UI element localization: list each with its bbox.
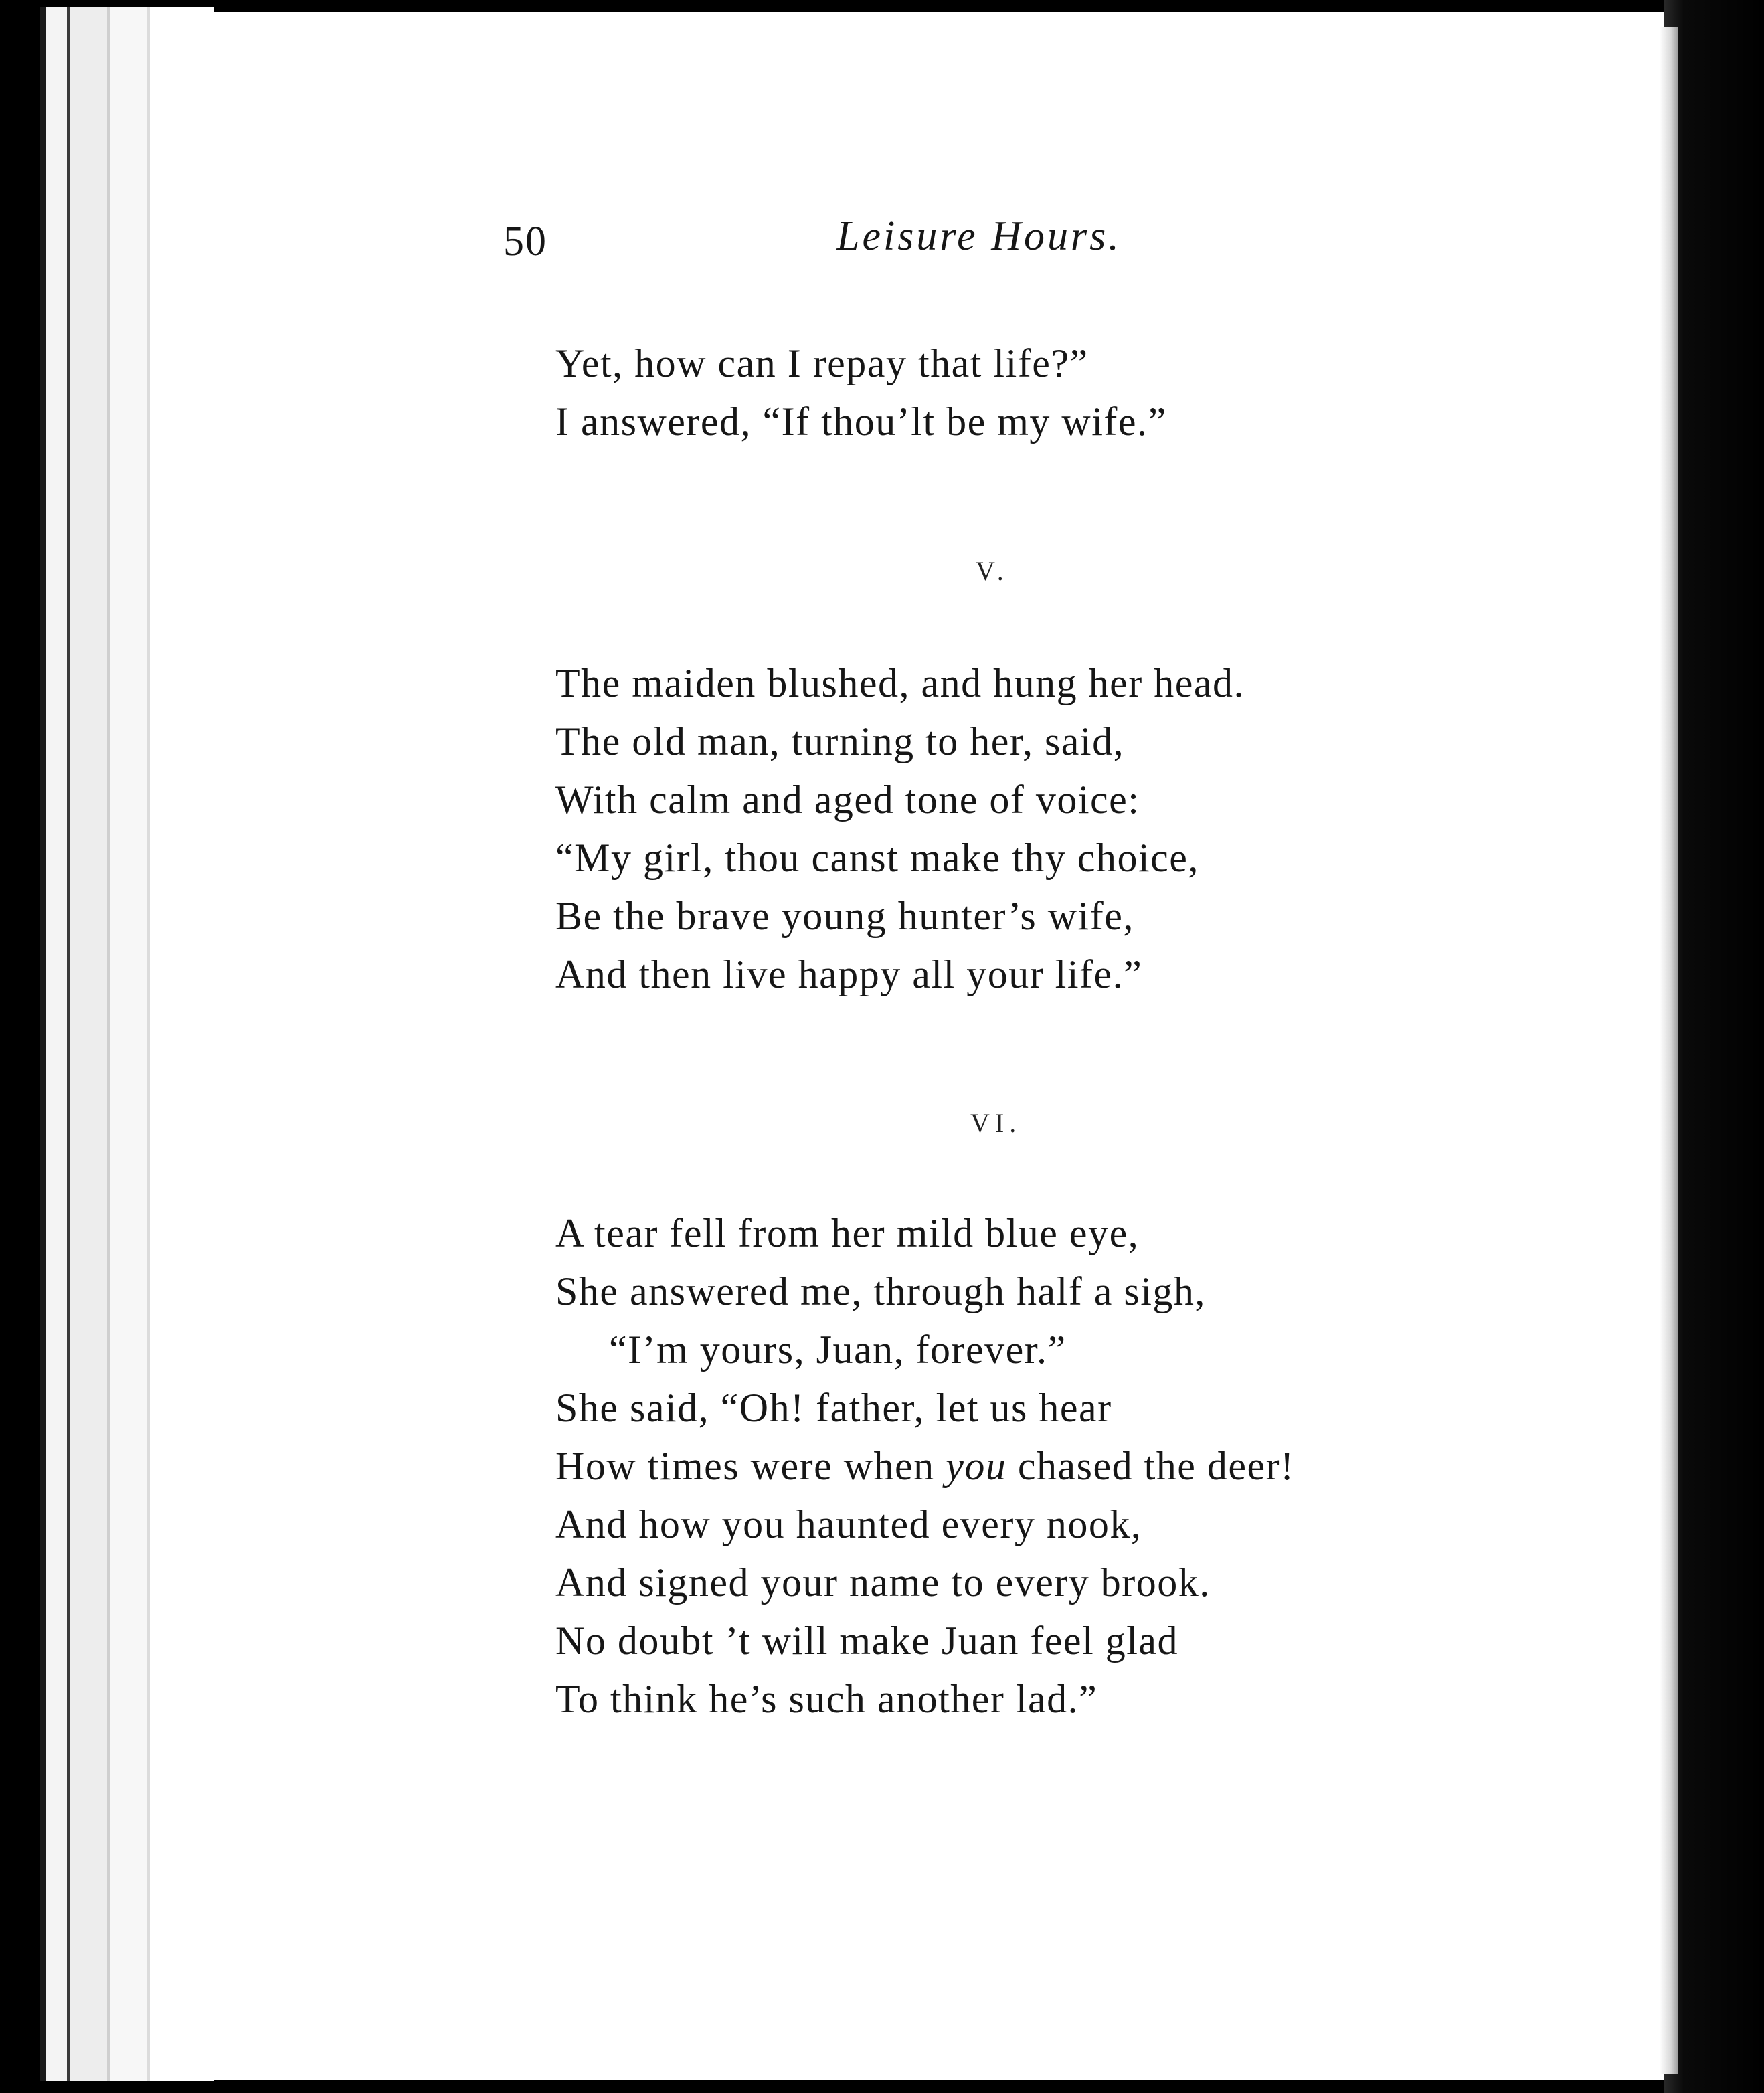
verse-line: Yet, how can I repay that life?” bbox=[555, 341, 1089, 385]
verse-line: No doubt ’t will make Juan feel glad bbox=[555, 1619, 1179, 1663]
verse-line: She answered me, through half a sigh, bbox=[555, 1269, 1206, 1313]
book-page bbox=[207, 12, 1666, 2080]
verse-line: “My girl, thou canst make thy choice, bbox=[555, 836, 1199, 880]
stanza-v bbox=[555, 654, 1245, 1004]
running-title: Leisure Hours. bbox=[836, 213, 1122, 259]
emphasized-word: you bbox=[946, 1444, 1007, 1488]
book-binding bbox=[1664, 0, 1764, 2093]
stanza-vi bbox=[555, 1204, 1295, 1728]
verse-line: And how you haunted every nook, bbox=[555, 1502, 1142, 1546]
stanza-numeral-vi: VI. bbox=[970, 1108, 1022, 1138]
stacked-page-edges bbox=[40, 7, 214, 2081]
verse-line: And signed your name to every brook. bbox=[555, 1560, 1211, 1605]
stanza-numeral-v: V. bbox=[976, 556, 1009, 586]
verse-line-start: How times were when bbox=[555, 1444, 946, 1488]
verse-line: To think he’s such another lad.” bbox=[555, 1677, 1098, 1721]
verse-line: “I’m yours, Juan, forever.” bbox=[609, 1328, 1067, 1372]
page-number: 50 bbox=[503, 219, 547, 264]
verse-line: The old man, turning to her, said, bbox=[555, 719, 1125, 763]
verse-line: With calm and aged tone of voice: bbox=[555, 778, 1140, 822]
verse-line: Be the brave young hunter’s wife, bbox=[555, 894, 1134, 938]
verse-line: A tear fell from her mild blue eye, bbox=[555, 1211, 1140, 1255]
page-curl-shadow bbox=[1660, 27, 1678, 2074]
stanza-continuation bbox=[555, 335, 1167, 451]
verse-line: The maiden blushed, and hung her head. bbox=[555, 661, 1245, 705]
verse-line: She said, “Oh! father, let us hear bbox=[555, 1386, 1112, 1430]
verse-line bbox=[555, 1437, 1295, 1495]
verse-line-end: chased the deer! bbox=[1006, 1444, 1295, 1488]
verse-line: And then live happy all your life.” bbox=[555, 952, 1143, 996]
verse-line: I answered, “If thou’lt be my wife.” bbox=[555, 399, 1167, 444]
